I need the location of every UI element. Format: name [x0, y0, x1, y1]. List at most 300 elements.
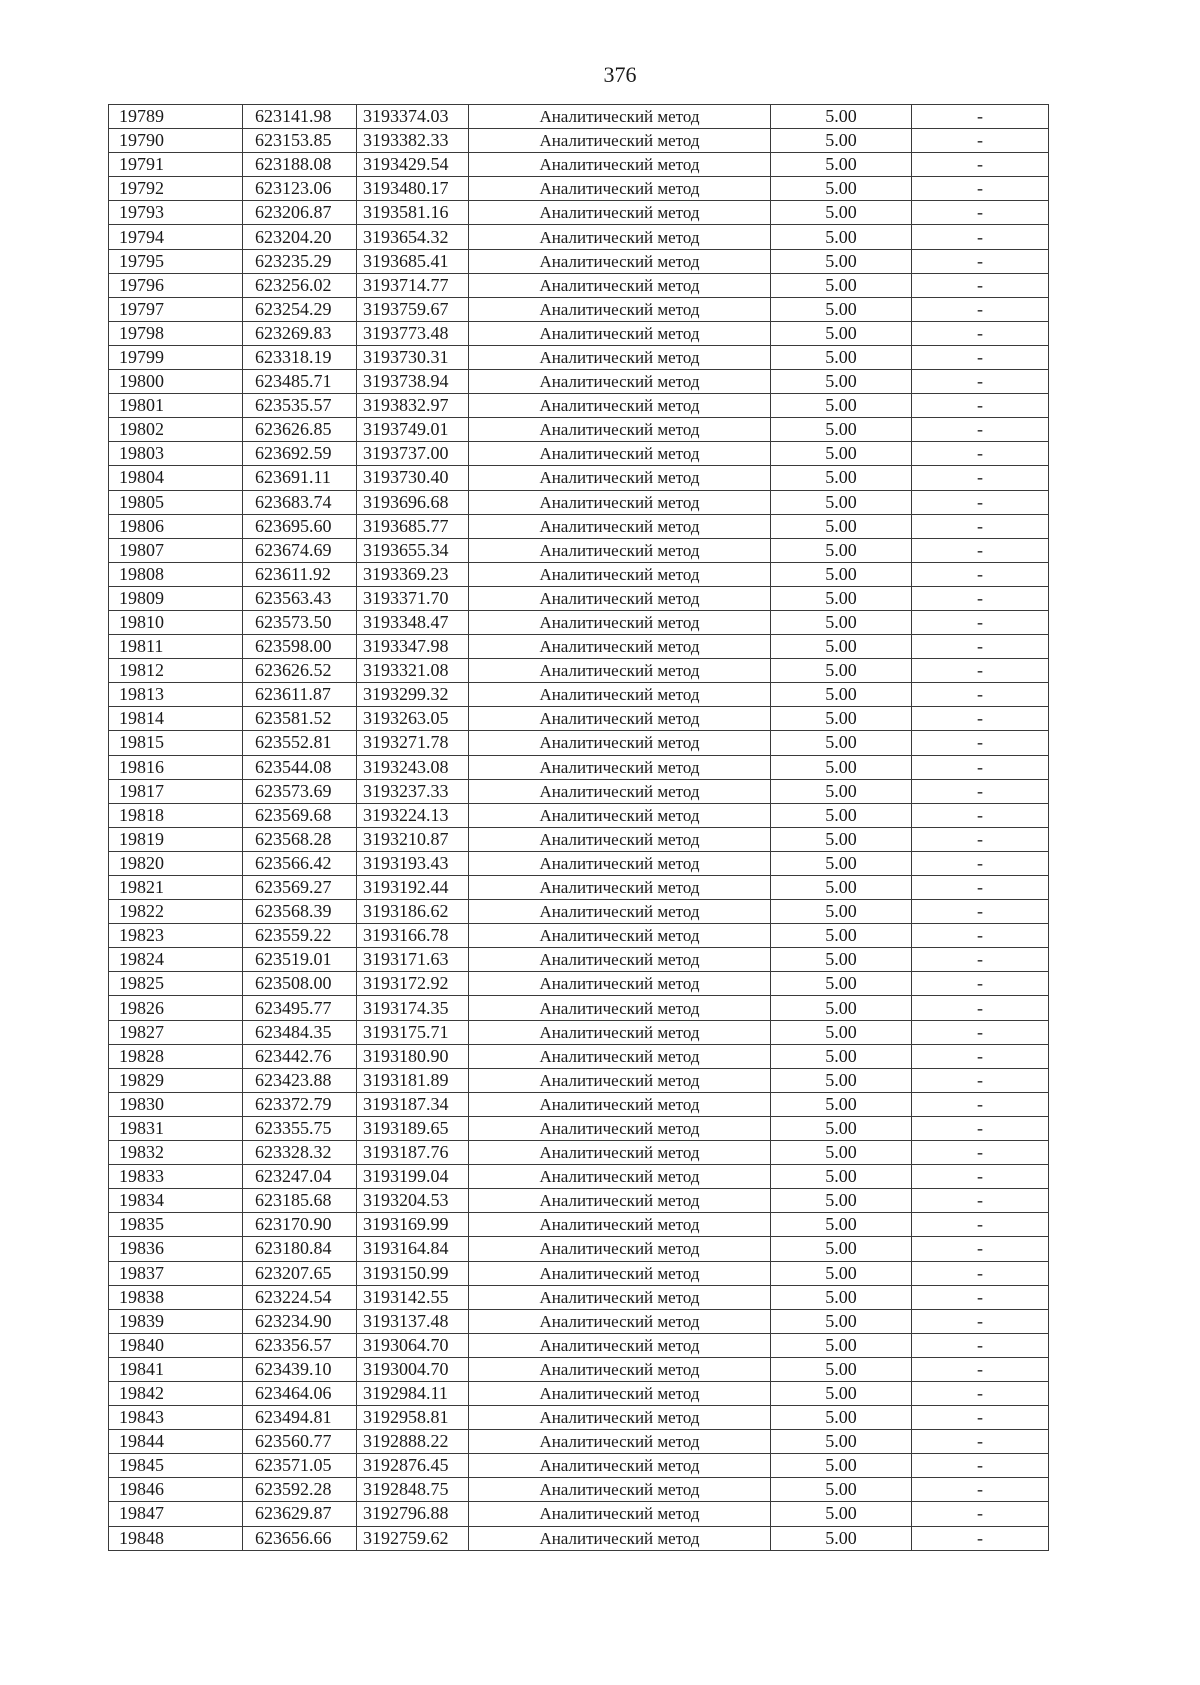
coordinate-y-cell: 3192796.88: [357, 1502, 469, 1526]
point-id-cell: 19831: [109, 1116, 243, 1140]
coordinate-x-cell: 623535.57: [243, 394, 357, 418]
table-row: [109, 996, 1049, 1020]
value-cell: 5.00: [771, 900, 912, 924]
point-id-cell: 19822: [109, 900, 243, 924]
method-cell: Аналитический метод: [469, 201, 771, 225]
value-cell: 5.00: [771, 225, 912, 249]
value-cell: 5.00: [771, 490, 912, 514]
value-cell: 5.00: [771, 249, 912, 273]
point-id-cell: 19843: [109, 1406, 243, 1430]
value-cell: 5.00: [771, 1333, 912, 1357]
value-cell: 5.00: [771, 779, 912, 803]
method-cell: Аналитический метод: [469, 490, 771, 514]
coordinate-y-cell: 3193169.99: [357, 1213, 469, 1237]
value-cell: 5.00: [771, 755, 912, 779]
value-cell: 5.00: [771, 442, 912, 466]
point-id-cell: 19829: [109, 1068, 243, 1092]
value-cell: 5.00: [771, 466, 912, 490]
method-cell: Аналитический метод: [469, 900, 771, 924]
dash-cell: -: [912, 1189, 1049, 1213]
coordinate-x-cell: 623204.20: [243, 225, 357, 249]
coordinate-x-cell: 623568.39: [243, 900, 357, 924]
table-row: [109, 297, 1049, 321]
point-id-cell: 19813: [109, 683, 243, 707]
value-cell: 5.00: [771, 1406, 912, 1430]
coordinate-y-cell: 3193696.68: [357, 490, 469, 514]
method-cell: Аналитический метод: [469, 1165, 771, 1189]
coordinate-x-cell: 623611.92: [243, 562, 357, 586]
method-cell: Аналитический метод: [469, 442, 771, 466]
coordinate-y-cell: 3193382.33: [357, 129, 469, 153]
value-cell: 5.00: [771, 1068, 912, 1092]
dash-cell: -: [912, 1141, 1049, 1165]
coordinate-x-cell: 623569.27: [243, 876, 357, 900]
method-cell: Аналитический метод: [469, 394, 771, 418]
value-cell: 5.00: [771, 177, 912, 201]
table-row: [109, 1309, 1049, 1333]
method-cell: Аналитический метод: [469, 1285, 771, 1309]
point-id-cell: 19839: [109, 1309, 243, 1333]
dash-cell: -: [912, 1213, 1049, 1237]
dash-cell: -: [912, 972, 1049, 996]
point-id-cell: 19823: [109, 924, 243, 948]
coordinate-y-cell: 3193171.63: [357, 948, 469, 972]
dash-cell: -: [912, 562, 1049, 586]
coordinate-y-cell: 3193730.40: [357, 466, 469, 490]
point-id-cell: 19796: [109, 273, 243, 297]
coordinate-y-cell: 3192848.75: [357, 1478, 469, 1502]
table-row: [109, 129, 1049, 153]
table-row: [109, 876, 1049, 900]
value-cell: 5.00: [771, 586, 912, 610]
method-cell: Аналитический метод: [469, 948, 771, 972]
method-cell: Аналитический метод: [469, 1357, 771, 1381]
point-id-cell: 19841: [109, 1357, 243, 1381]
method-cell: Аналитический метод: [469, 683, 771, 707]
point-id-cell: 19797: [109, 297, 243, 321]
table-row: [109, 153, 1049, 177]
point-id-cell: 19789: [109, 105, 243, 129]
value-cell: 5.00: [771, 610, 912, 634]
point-id-cell: 19806: [109, 514, 243, 538]
dash-cell: -: [912, 635, 1049, 659]
coordinate-y-cell: 3193181.89: [357, 1068, 469, 1092]
table-row: [109, 948, 1049, 972]
dash-cell: -: [912, 1261, 1049, 1285]
method-cell: Аналитический метод: [469, 586, 771, 610]
coordinate-y-cell: 3193166.78: [357, 924, 469, 948]
coordinate-x-cell: 623442.76: [243, 1044, 357, 1068]
coordinate-x-cell: 623626.52: [243, 659, 357, 683]
point-id-cell: 19815: [109, 731, 243, 755]
method-cell: Аналитический метод: [469, 1333, 771, 1357]
table-row: [109, 177, 1049, 201]
coordinate-y-cell: 3193187.34: [357, 1092, 469, 1116]
dash-cell: -: [912, 105, 1049, 129]
value-cell: 5.00: [771, 1285, 912, 1309]
table-row: [109, 105, 1049, 129]
dash-cell: -: [912, 297, 1049, 321]
coordinate-x-cell: 623356.57: [243, 1333, 357, 1357]
coordinate-y-cell: 3193738.94: [357, 370, 469, 394]
point-id-cell: 19833: [109, 1165, 243, 1189]
method-cell: Аналитический метод: [469, 707, 771, 731]
dash-cell: -: [912, 1333, 1049, 1357]
table-row: [109, 1020, 1049, 1044]
value-cell: 5.00: [771, 1502, 912, 1526]
method-cell: Аналитический метод: [469, 345, 771, 369]
value-cell: 5.00: [771, 129, 912, 153]
method-cell: Аналитический метод: [469, 370, 771, 394]
table-row: [109, 345, 1049, 369]
coordinate-x-cell: 623206.87: [243, 201, 357, 225]
method-cell: Аналитический метод: [469, 1068, 771, 1092]
value-cell: 5.00: [771, 1526, 912, 1550]
value-cell: 5.00: [771, 803, 912, 827]
value-cell: 5.00: [771, 1165, 912, 1189]
coordinate-y-cell: 3193321.08: [357, 659, 469, 683]
dash-cell: -: [912, 1068, 1049, 1092]
coordinate-y-cell: 3193180.90: [357, 1044, 469, 1068]
method-cell: Аналитический метод: [469, 321, 771, 345]
dash-cell: -: [912, 1430, 1049, 1454]
coordinate-y-cell: 3193172.92: [357, 972, 469, 996]
dash-cell: -: [912, 1454, 1049, 1478]
table-row: [109, 779, 1049, 803]
coordinate-y-cell: 3193581.16: [357, 201, 469, 225]
table-row: [109, 972, 1049, 996]
coordinate-y-cell: 3193371.70: [357, 586, 469, 610]
point-id-cell: 19834: [109, 1189, 243, 1213]
method-cell: Аналитический метод: [469, 610, 771, 634]
point-id-cell: 19812: [109, 659, 243, 683]
dash-cell: -: [912, 490, 1049, 514]
table-row: [109, 1092, 1049, 1116]
coordinate-x-cell: 623180.84: [243, 1237, 357, 1261]
coordinate-x-cell: 623571.05: [243, 1454, 357, 1478]
value-cell: 5.00: [771, 418, 912, 442]
value-cell: 5.00: [771, 1478, 912, 1502]
method-cell: Аналитический метод: [469, 1381, 771, 1405]
point-id-cell: 19793: [109, 201, 243, 225]
method-cell: Аналитический метод: [469, 1189, 771, 1213]
coordinate-y-cell: 3193271.78: [357, 731, 469, 755]
coordinate-y-cell: 3193137.48: [357, 1309, 469, 1333]
method-cell: Аналитический метод: [469, 153, 771, 177]
value-cell: 5.00: [771, 924, 912, 948]
value-cell: 5.00: [771, 1189, 912, 1213]
coordinate-y-cell: 3193347.98: [357, 635, 469, 659]
coordinate-x-cell: 623185.68: [243, 1189, 357, 1213]
method-cell: Аналитический метод: [469, 1526, 771, 1550]
point-id-cell: 19828: [109, 1044, 243, 1068]
coordinate-y-cell: 3193299.32: [357, 683, 469, 707]
method-cell: Аналитический метод: [469, 996, 771, 1020]
value-cell: 5.00: [771, 105, 912, 129]
point-id-cell: 19790: [109, 129, 243, 153]
value-cell: 5.00: [771, 1261, 912, 1285]
method-cell: Аналитический метод: [469, 1044, 771, 1068]
coordinate-x-cell: 623544.08: [243, 755, 357, 779]
method-cell: Аналитический метод: [469, 876, 771, 900]
point-id-cell: 19803: [109, 442, 243, 466]
method-cell: Аналитический метод: [469, 1141, 771, 1165]
point-id-cell: 19817: [109, 779, 243, 803]
coordinate-y-cell: 3193186.62: [357, 900, 469, 924]
value-cell: 5.00: [771, 1141, 912, 1165]
dash-cell: -: [912, 129, 1049, 153]
table-row: [109, 1333, 1049, 1357]
dash-cell: -: [912, 466, 1049, 490]
coordinate-y-cell: 3193263.05: [357, 707, 469, 731]
coordinate-x-cell: 623207.65: [243, 1261, 357, 1285]
coordinates-table: [108, 104, 1049, 1551]
dash-cell: -: [912, 1285, 1049, 1309]
method-cell: Аналитический метод: [469, 177, 771, 201]
table-row: [109, 683, 1049, 707]
coordinate-x-cell: 623508.00: [243, 972, 357, 996]
method-cell: Аналитический метод: [469, 851, 771, 875]
dash-cell: -: [912, 370, 1049, 394]
coordinate-y-cell: 3193730.31: [357, 345, 469, 369]
point-id-cell: 19800: [109, 370, 243, 394]
method-cell: Аналитический метод: [469, 827, 771, 851]
table-row: [109, 490, 1049, 514]
value-cell: 5.00: [771, 683, 912, 707]
coordinate-y-cell: 3193150.99: [357, 1261, 469, 1285]
point-id-cell: 19847: [109, 1502, 243, 1526]
table-row: [109, 586, 1049, 610]
method-cell: Аналитический метод: [469, 659, 771, 683]
point-id-cell: 19801: [109, 394, 243, 418]
table-row: [109, 610, 1049, 634]
method-cell: Аналитический метод: [469, 1309, 771, 1333]
point-id-cell: 19810: [109, 610, 243, 634]
coordinate-y-cell: 3193429.54: [357, 153, 469, 177]
table-row: [109, 514, 1049, 538]
coordinate-x-cell: 623692.59: [243, 442, 357, 466]
method-cell: Аналитический метод: [469, 129, 771, 153]
value-cell: 5.00: [771, 707, 912, 731]
coordinate-y-cell: 3192888.22: [357, 1430, 469, 1454]
point-id-cell: 19816: [109, 755, 243, 779]
coordinate-x-cell: 623573.50: [243, 610, 357, 634]
coordinate-x-cell: 623552.81: [243, 731, 357, 755]
table-row: [109, 1237, 1049, 1261]
coordinate-x-cell: 623328.32: [243, 1141, 357, 1165]
coordinate-y-cell: 3193773.48: [357, 321, 469, 345]
coordinate-y-cell: 3193685.77: [357, 514, 469, 538]
table-row: [109, 1406, 1049, 1430]
table-row: [109, 418, 1049, 442]
dash-cell: -: [912, 1309, 1049, 1333]
point-id-cell: 19840: [109, 1333, 243, 1357]
method-cell: Аналитический метод: [469, 1116, 771, 1140]
table-row: [109, 394, 1049, 418]
coordinate-x-cell: 623581.52: [243, 707, 357, 731]
value-cell: 5.00: [771, 659, 912, 683]
method-cell: Аналитический метод: [469, 755, 771, 779]
point-id-cell: 19807: [109, 538, 243, 562]
coordinate-x-cell: 623559.22: [243, 924, 357, 948]
coordinate-x-cell: 623566.42: [243, 851, 357, 875]
dash-cell: -: [912, 900, 1049, 924]
value-cell: 5.00: [771, 321, 912, 345]
coordinate-x-cell: 623355.75: [243, 1116, 357, 1140]
method-cell: Аналитический метод: [469, 1261, 771, 1285]
table-row: [109, 321, 1049, 345]
table-row: [109, 1213, 1049, 1237]
value-cell: 5.00: [771, 370, 912, 394]
point-id-cell: 19820: [109, 851, 243, 875]
coordinate-x-cell: 623695.60: [243, 514, 357, 538]
value-cell: 5.00: [771, 273, 912, 297]
coordinate-y-cell: 3193004.70: [357, 1357, 469, 1381]
method-cell: Аналитический метод: [469, 1478, 771, 1502]
method-cell: Аналитический метод: [469, 972, 771, 996]
table-row: [109, 707, 1049, 731]
method-cell: Аналитический метод: [469, 514, 771, 538]
dash-cell: -: [912, 345, 1049, 369]
dash-cell: -: [912, 1502, 1049, 1526]
dash-cell: -: [912, 1237, 1049, 1261]
value-cell: 5.00: [771, 345, 912, 369]
value-cell: 5.00: [771, 851, 912, 875]
dash-cell: -: [912, 803, 1049, 827]
dash-cell: -: [912, 1478, 1049, 1502]
value-cell: 5.00: [771, 514, 912, 538]
point-id-cell: 19792: [109, 177, 243, 201]
coordinate-y-cell: 3192876.45: [357, 1454, 469, 1478]
coordinate-y-cell: 3193654.32: [357, 225, 469, 249]
method-cell: Аналитический метод: [469, 297, 771, 321]
value-cell: 5.00: [771, 1092, 912, 1116]
point-id-cell: 19825: [109, 972, 243, 996]
method-cell: Аналитический метод: [469, 466, 771, 490]
point-id-cell: 19837: [109, 1261, 243, 1285]
coordinate-x-cell: 623495.77: [243, 996, 357, 1020]
table-row: [109, 900, 1049, 924]
dash-cell: -: [912, 1357, 1049, 1381]
table-row: [109, 1285, 1049, 1309]
dash-cell: -: [912, 1526, 1049, 1550]
table-row: [109, 1141, 1049, 1165]
table-row: [109, 466, 1049, 490]
coordinate-y-cell: 3192984.11: [357, 1381, 469, 1405]
coordinate-x-cell: 623224.54: [243, 1285, 357, 1309]
point-id-cell: 19808: [109, 562, 243, 586]
coordinate-x-cell: 623423.88: [243, 1068, 357, 1092]
dash-cell: -: [912, 924, 1049, 948]
method-cell: Аналитический метод: [469, 105, 771, 129]
coordinate-x-cell: 623598.00: [243, 635, 357, 659]
table-row: [109, 1478, 1049, 1502]
point-id-cell: 19805: [109, 490, 243, 514]
page-number: 376: [603, 62, 637, 87]
table-row: [109, 1116, 1049, 1140]
coordinate-x-cell: 623656.66: [243, 1526, 357, 1550]
coordinate-x-cell: 623626.85: [243, 418, 357, 442]
table-row: [109, 659, 1049, 683]
value-cell: 5.00: [771, 1381, 912, 1405]
table-row: [109, 1430, 1049, 1454]
table-row: [109, 851, 1049, 875]
coordinate-y-cell: 3193189.65: [357, 1116, 469, 1140]
point-id-cell: 19845: [109, 1454, 243, 1478]
value-cell: 5.00: [771, 1357, 912, 1381]
dash-cell: -: [912, 201, 1049, 225]
point-id-cell: 19799: [109, 345, 243, 369]
point-id-cell: 19798: [109, 321, 243, 345]
value-cell: 5.00: [771, 538, 912, 562]
table-row: [109, 370, 1049, 394]
point-id-cell: 19794: [109, 225, 243, 249]
method-cell: Аналитический метод: [469, 418, 771, 442]
dash-cell: -: [912, 659, 1049, 683]
value-cell: 5.00: [771, 1237, 912, 1261]
coordinate-x-cell: 623188.08: [243, 153, 357, 177]
table-row: [109, 827, 1049, 851]
coordinate-x-cell: 623494.81: [243, 1406, 357, 1430]
coordinate-x-cell: 623683.74: [243, 490, 357, 514]
dash-cell: -: [912, 442, 1049, 466]
coordinate-y-cell: 3193832.97: [357, 394, 469, 418]
method-cell: Аналитический метод: [469, 538, 771, 562]
value-cell: 5.00: [771, 876, 912, 900]
value-cell: 5.00: [771, 1213, 912, 1237]
value-cell: 5.00: [771, 1309, 912, 1333]
point-id-cell: 19824: [109, 948, 243, 972]
method-cell: Аналитический метод: [469, 635, 771, 659]
value-cell: 5.00: [771, 1116, 912, 1140]
table-row: [109, 1189, 1049, 1213]
dash-cell: -: [912, 1092, 1049, 1116]
coordinate-x-cell: 623269.83: [243, 321, 357, 345]
dash-cell: -: [912, 779, 1049, 803]
table-row: [109, 538, 1049, 562]
coordinate-x-cell: 623674.69: [243, 538, 357, 562]
value-cell: 5.00: [771, 1044, 912, 1068]
coordinate-y-cell: 3193685.41: [357, 249, 469, 273]
table-row: [109, 924, 1049, 948]
value-cell: 5.00: [771, 153, 912, 177]
coordinate-x-cell: 623568.28: [243, 827, 357, 851]
dash-cell: -: [912, 1381, 1049, 1405]
coordinate-x-cell: 623372.79: [243, 1092, 357, 1116]
method-cell: Аналитический метод: [469, 924, 771, 948]
coordinate-y-cell: 3193193.43: [357, 851, 469, 875]
coordinate-y-cell: 3193348.47: [357, 610, 469, 634]
coordinate-y-cell: 3193199.04: [357, 1165, 469, 1189]
coordinate-y-cell: 3193064.70: [357, 1333, 469, 1357]
value-cell: 5.00: [771, 562, 912, 586]
coordinate-y-cell: 3193204.53: [357, 1189, 469, 1213]
point-id-cell: 19842: [109, 1381, 243, 1405]
table-row: [109, 1165, 1049, 1189]
point-id-cell: 19814: [109, 707, 243, 731]
dash-cell: -: [912, 225, 1049, 249]
table-body: [109, 105, 1049, 1551]
point-id-cell: 19821: [109, 876, 243, 900]
point-id-cell: 19844: [109, 1430, 243, 1454]
coordinate-y-cell: 3193192.44: [357, 876, 469, 900]
coordinate-x-cell: 623569.68: [243, 803, 357, 827]
dash-cell: -: [912, 827, 1049, 851]
coordinate-y-cell: 3193749.01: [357, 418, 469, 442]
coordinate-x-cell: 623247.04: [243, 1165, 357, 1189]
coordinate-y-cell: 3193164.84: [357, 1237, 469, 1261]
method-cell: Аналитический метод: [469, 1237, 771, 1261]
